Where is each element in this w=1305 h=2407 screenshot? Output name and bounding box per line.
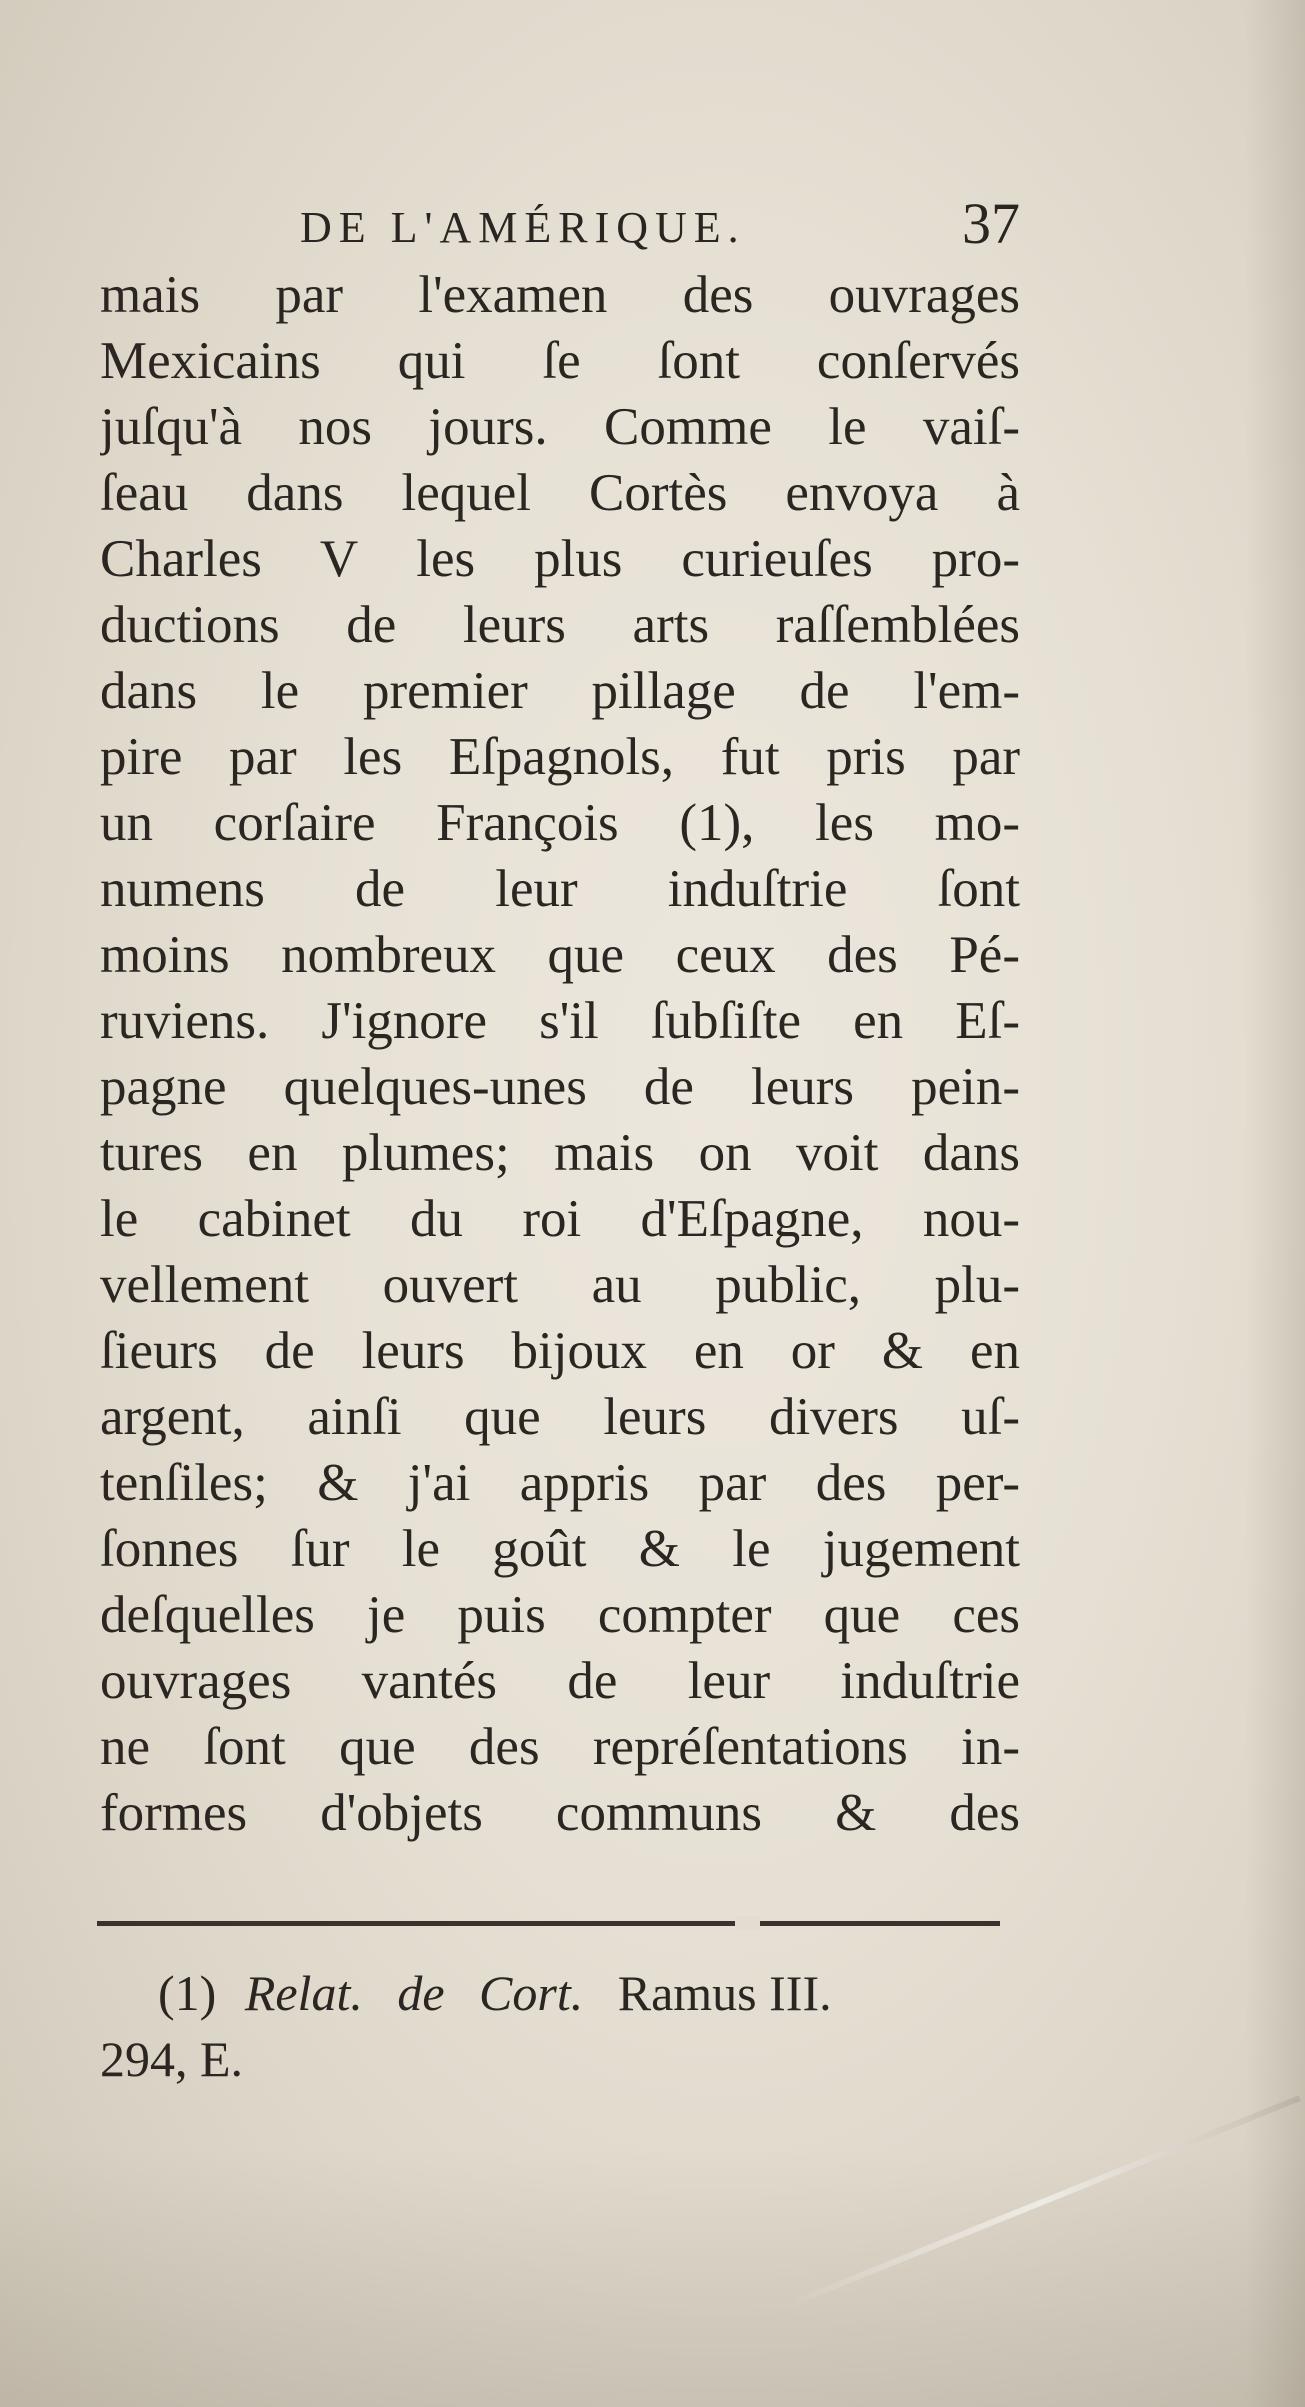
text-line: moins nombreux que ceux des Pé- <box>100 926 1020 984</box>
text-line: juſqu'à nos jours. Comme le vaiſ- <box>100 398 1020 456</box>
footnote-source-preposition: de <box>397 1965 445 2021</box>
text-line: ne ſont que des repréſentations in- <box>100 1718 1020 1776</box>
footnote-source-author: Cort. <box>479 1965 584 2021</box>
footnote-volume: Ramus III. <box>617 1965 832 2021</box>
footnote <box>100 1960 1020 2092</box>
footnote-page-ref: 294, E. <box>100 2031 244 2087</box>
running-head: DE L'AMÉRIQUE. <box>300 203 746 252</box>
text-line: ductions de leurs arts raſſemblées <box>100 596 1020 654</box>
footnote-source-title: Relat. <box>244 1965 363 2021</box>
text-line: ſonnes ſur le goût & le jugement <box>100 1520 1020 1578</box>
text-line: formes d'objets communs & des <box>100 1784 1020 1842</box>
text-line: Charles V les plus curieuſes pro- <box>100 530 1020 588</box>
text-line: vellement ouvert au public, plu- <box>100 1256 1020 1314</box>
rule-break <box>735 1916 760 1930</box>
text-line: pire par les Eſpagnols, fut pris par <box>100 728 1020 786</box>
page-number: 37 <box>962 191 1020 256</box>
text-line: ſieurs de leurs bijoux en or & en <box>100 1322 1020 1380</box>
text-line: Mexicains qui ſe ſont conſervés <box>100 332 1020 390</box>
text-line: ruviens. J'ignore s'il ſubſiſte en Eſ- <box>100 992 1020 1050</box>
text-line: dans le premier pillage de l'em- <box>100 662 1020 720</box>
page-edge-shadow <box>1245 0 1305 2407</box>
text-line: tenſiles; & j'ai appris par des per- <box>100 1454 1020 1512</box>
page-bottom-shadow <box>0 2147 1305 2407</box>
text-line: ſeau dans lequel Cortès envoya à <box>100 464 1020 522</box>
body-text <box>100 262 1020 1846</box>
footnote-marker: (1) <box>158 1965 217 2021</box>
text-line: pagne quelques-unes de leurs pein- <box>100 1058 1020 1116</box>
text-line: un corſaire François (1), les mo- <box>100 794 1020 852</box>
text-line: tures en plumes; mais on voit dans <box>100 1124 1020 1182</box>
text-line: ouvrages vantés de leur induſtrie <box>100 1652 1020 1710</box>
page-header <box>300 190 1020 260</box>
text-line: mais par l'examen des ouvrages <box>100 266 1020 324</box>
text-line: argent, ainſi que leurs divers uſ- <box>100 1388 1020 1446</box>
footnote-separator-rule <box>97 1921 1000 1926</box>
text-line: deſquelles je puis compter que ces <box>100 1586 1020 1644</box>
footnote-line <box>100 1960 1020 2026</box>
text-line: numens de leur induſtrie ſont <box>100 860 1020 918</box>
text-line: le cabinet du roi d'Eſpagne, nou- <box>100 1190 1020 1248</box>
